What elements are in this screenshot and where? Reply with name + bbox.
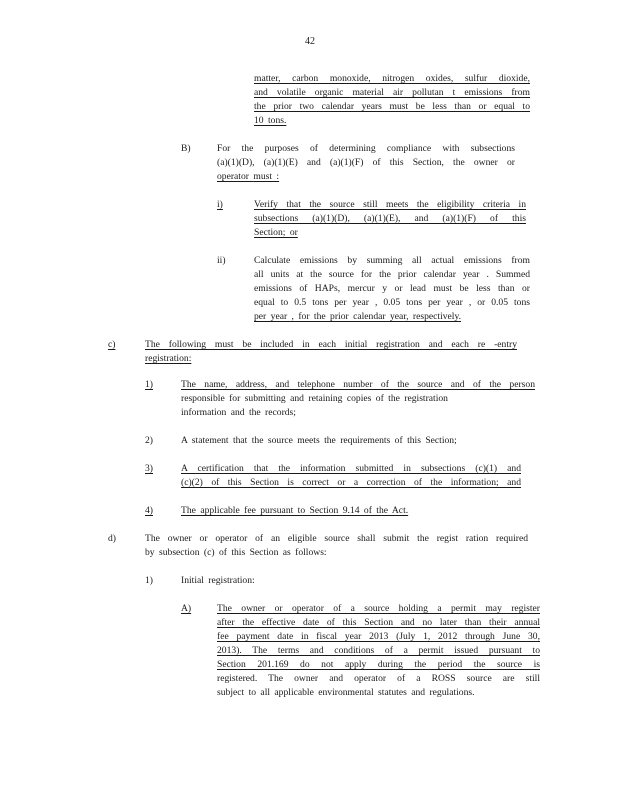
item-c4-marker: 4) — [145, 505, 153, 516]
text-line: 10 tons. — [254, 115, 287, 126]
text-line: matter, carbon monoxide, nitrogen oxides, sulfur dioxide, — [254, 73, 530, 84]
text-line: A statement that the source meets the requirements of this Section; — [181, 435, 457, 446]
item-c3-marker: 3) — [145, 463, 153, 474]
item-c1-marker: 1) — [145, 379, 153, 390]
text-line: by subsection (c) of this Section as follows: — [145, 547, 327, 558]
text-line: all units at the source for the prior calendar year . Summed — [254, 269, 530, 280]
page-number: 42 — [305, 36, 315, 47]
item-c2-marker: 2) — [145, 435, 153, 446]
section-d-text — [145, 532, 528, 560]
item-d1-marker: 1) — [145, 575, 153, 586]
item-dA-text — [217, 602, 540, 700]
text-line: Calculate emissions by summing all actual emissions from — [254, 255, 530, 266]
item-ii-marker: ii) — [217, 255, 226, 266]
subsection-b-marker: B) — [181, 143, 191, 154]
text-line: emissions of HAPs, mercur y or lead must be less than or — [254, 283, 530, 294]
underlined-text: must : — [253, 171, 280, 182]
text-line: Initial registration: — [181, 575, 255, 586]
text-line: The owner or operator of a source holding a permit may register — [217, 603, 540, 614]
text-line: registration: — [145, 353, 192, 364]
item-c2-text — [181, 434, 521, 448]
item-c1-text — [181, 378, 535, 420]
item-c3-text — [181, 462, 521, 490]
text-line: the prior two calendar years must be less than or equal to — [254, 101, 530, 112]
item-ii-text — [254, 254, 530, 324]
text-line: fee payment date in fiscal year 2013 (July 1, 2012 through June 30, — [217, 631, 540, 642]
section-c-marker: c) — [108, 339, 116, 350]
text-line: For the purposes of determining compliance with subsections — [217, 143, 515, 154]
text-line: and volatile organic material air pollutan t emissions from — [254, 87, 530, 98]
continuation-paragraph — [254, 72, 530, 128]
item-i-marker: i) — [217, 199, 223, 210]
text-line: per year , for the prior calendar year, respectively. — [254, 311, 462, 322]
text-line: The applicable fee pursuant to Section 9.14 of the Act. — [181, 505, 409, 516]
subsection-b-text — [217, 142, 515, 184]
item-i-text — [254, 198, 526, 240]
text-line: information and the records; — [181, 407, 296, 418]
text-line: The owner or operator of an eligible source shall submit the regist ration required — [145, 533, 528, 544]
text-line: (a)(1)(D), (a)(1)(E) and (a)(1)(F) of this Section, the owner or — [217, 157, 515, 168]
item-d1-text — [181, 574, 381, 588]
text-line: A certification that the information submitted in subsections (c)(1) and — [181, 463, 521, 474]
text-line: (c)(2) of this Section is correct or a correction of the information; and — [181, 477, 521, 488]
item-dA-marker: A) — [181, 603, 192, 614]
section-c-text — [145, 338, 517, 366]
text-line: registered. The owner and operator of a ROSS source are still — [217, 673, 540, 684]
item-c4-text — [181, 504, 421, 518]
text-line — [217, 170, 515, 184]
text-line: responsible for submitting and retaining copies of the registration — [181, 393, 448, 404]
text-line: Section; or — [254, 227, 298, 238]
text-line: subsections (a)(1)(D), (a)(1)(E), and (a)(1)(F) of this — [254, 213, 526, 224]
text-line: The name, address, and telephone number of the source and of the person — [181, 379, 535, 390]
text-line: equal to 0.5 tons per year , 0.05 tons per year , or 0.05 tons — [254, 297, 530, 308]
text-line: Section 201.169 do not apply during the period the source is — [217, 659, 540, 670]
text-line: Verify that the source still meets the eligibility criteria in — [254, 199, 526, 210]
text-line: 2013). The terms and conditions of a permit issued pursuant to — [217, 645, 540, 656]
underlined-text: operator — [217, 171, 254, 182]
section-d-marker: d) — [108, 533, 116, 544]
text-line: The following must be included in each initial registration and each re -entry — [145, 339, 517, 350]
text-line: after the effective date of this Section and no later than their annual — [217, 617, 540, 628]
text-line: subject to all applicable environmental statutes and regulations. — [217, 687, 475, 698]
